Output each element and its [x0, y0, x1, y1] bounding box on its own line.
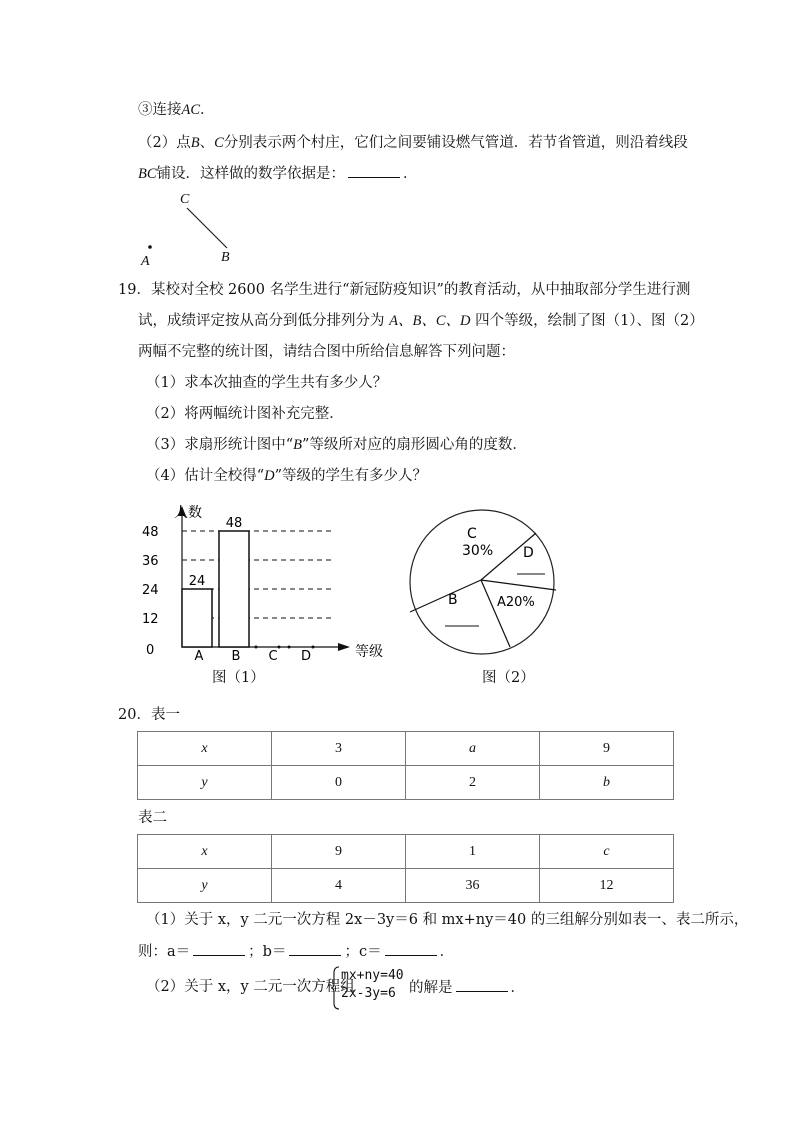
- table-row: x 9 1 c: [138, 835, 674, 869]
- y-tick-label: 36: [142, 554, 159, 569]
- table-row: y 0 2 b: [138, 766, 674, 800]
- q18-part2-line2: BC铺设．这样做的数学依据是： ．: [138, 163, 418, 184]
- q18-part2-line1: （2）点B、C分别表示两个村庄，它们之间要铺设燃气管道．若节省管道，则沿着线段: [138, 135, 688, 151]
- answer-blank-a[interactable]: [193, 941, 245, 956]
- pie-chart: [405, 505, 565, 665]
- x-tick-label: D: [300, 649, 312, 664]
- slice-label-a: A20%: [497, 595, 535, 610]
- bar: [219, 531, 249, 647]
- label-b: B: [221, 250, 230, 265]
- table-row: y 4 36 12: [138, 869, 674, 903]
- axis-dot: [288, 646, 291, 649]
- label-c: C: [180, 192, 190, 207]
- answer-blank[interactable]: [348, 163, 400, 178]
- bar-chart: [130, 500, 400, 670]
- slice-label-b: B: [448, 592, 458, 608]
- table-2: [137, 834, 674, 903]
- fig1-caption: 图（1）: [212, 670, 265, 686]
- data-label: 24: [188, 574, 206, 589]
- q19-sub1: （1）求本次抽查的学生共有多少人？: [146, 375, 388, 391]
- q19-sub3: （3）求扇形统计图中“B”等级所对应的扇形圆心角的度数．: [146, 437, 527, 453]
- y-axis-label: 人数: [174, 505, 202, 521]
- data-label: 48: [225, 516, 243, 531]
- axis-dot: [278, 646, 281, 649]
- segment-cb: [187, 208, 227, 248]
- q20-header: 20．表一: [118, 707, 180, 723]
- q20-part1-line1: （1）关于 x，y 二元一次方程 2x－3y＝6 和 mx+ny＝40 的三组解分别如表一、表二所示，: [146, 912, 749, 928]
- q19-line2: 试，成绩评定按从高分到低分排列分为 A、B、C、D 四个等级，绘制了图（1）、图（2）: [138, 313, 704, 329]
- y-tick-label: 0: [146, 643, 155, 658]
- answer-blank-b[interactable]: [289, 941, 341, 956]
- q20-part2-prefix: （2）关于 x，y 二元一次方程组: [146, 979, 355, 995]
- label-a: A: [141, 254, 150, 269]
- x-tick-label: B: [231, 649, 241, 664]
- q19-line1: 19．某校对全校 2600 名学生进行“新冠防疫知识”的教育活动，从中抽取部分学生进行测: [118, 282, 691, 298]
- q20-part2-suffix: 的解是 ．: [409, 977, 525, 998]
- q19-line3: 两幅不完整的统计图，请结合图中所给信息解答下列问题：: [138, 344, 515, 360]
- axis-dot: [255, 646, 258, 649]
- y-tick-label: 12: [142, 612, 159, 627]
- q19-sub2: （2）将两幅统计图补充完整．: [146, 406, 344, 422]
- slice-boundary: [410, 580, 481, 612]
- bar: [182, 589, 212, 647]
- slice-boundary: [481, 580, 510, 647]
- q19-sub4: （4）估计全校得“D”等级的学生有多少人？: [146, 468, 428, 484]
- q20-part1-line2: 则：a＝ ；b＝ ；c＝ ．: [138, 941, 454, 962]
- x-tick-label: C: [268, 649, 278, 664]
- point-a: [148, 245, 152, 249]
- x-axis-label: 等级: [355, 644, 383, 660]
- q18-step3: ③连接AC．: [138, 102, 215, 118]
- y-tick-label: 48: [142, 525, 159, 540]
- answer-blank-solution[interactable]: [456, 977, 508, 992]
- x-tick-label: A: [194, 649, 204, 664]
- fig2-caption: 图（2）: [482, 670, 535, 686]
- x-axis-arrow: [338, 643, 350, 651]
- brace-icon: [330, 966, 340, 1010]
- q18-figure: [135, 190, 255, 272]
- equation-system: mx+ny=40 2x-3y=6: [341, 968, 404, 1001]
- slice-value-c: 30%: [462, 543, 494, 559]
- table-row: x 3 a 9: [138, 732, 674, 766]
- answer-blank-c[interactable]: [385, 941, 437, 956]
- slice-label-c: C: [467, 526, 477, 542]
- slice-label-d: D: [523, 545, 534, 561]
- table-1: [137, 731, 674, 800]
- slice-boundary: [481, 580, 556, 590]
- table-2-title: 表二: [138, 810, 167, 826]
- y-tick-label: 24: [142, 583, 159, 598]
- axis-dot: [312, 646, 315, 649]
